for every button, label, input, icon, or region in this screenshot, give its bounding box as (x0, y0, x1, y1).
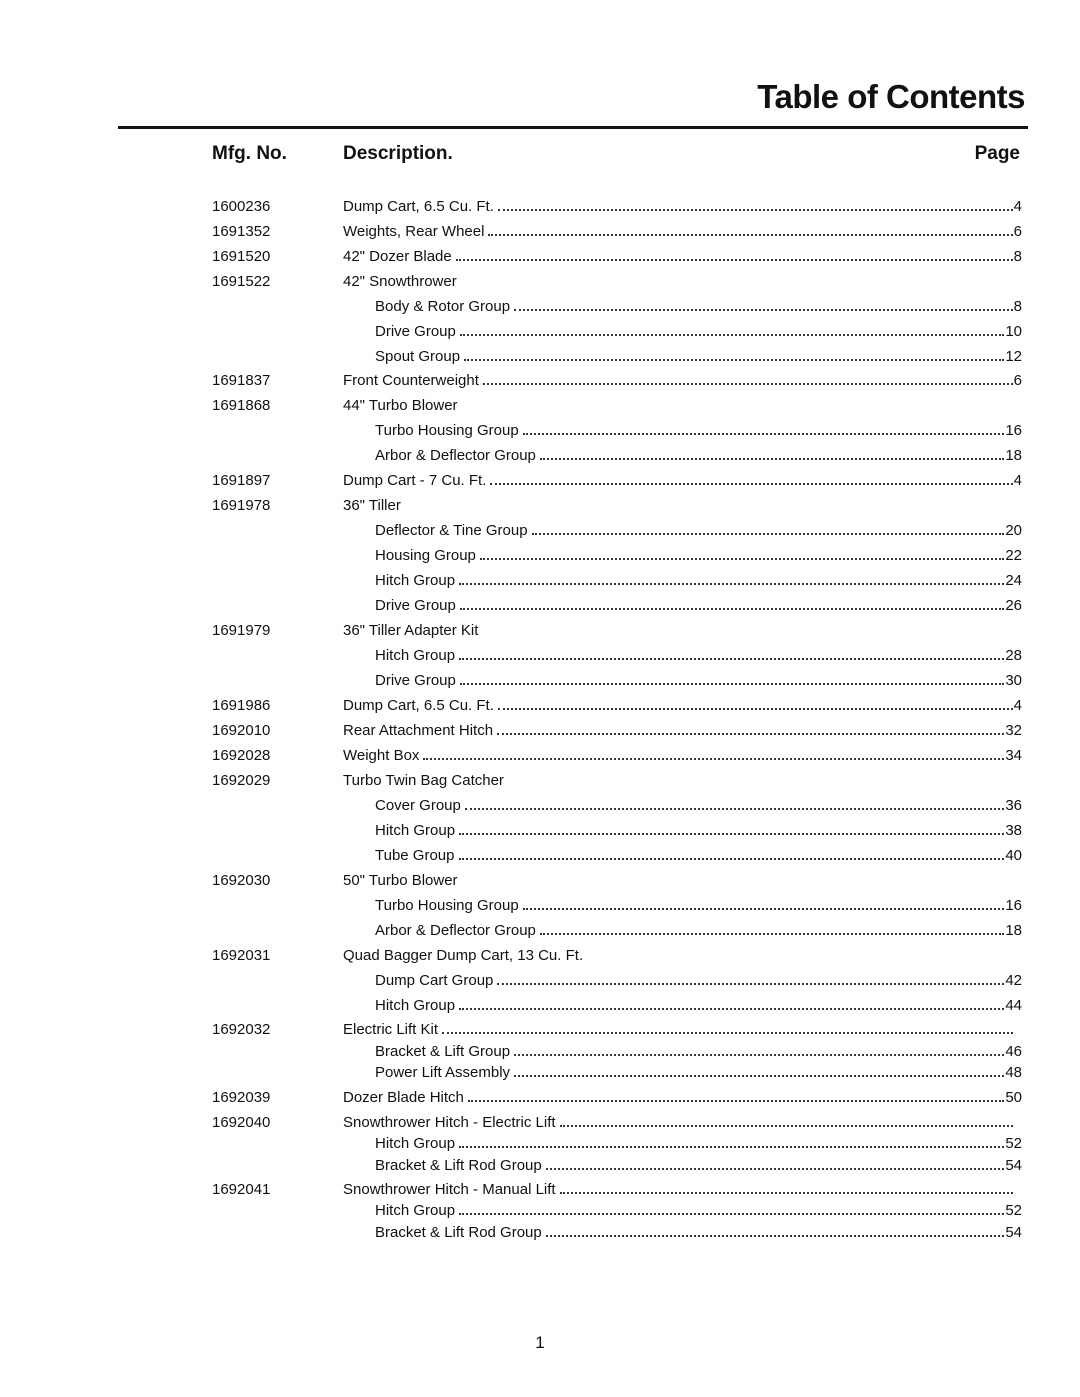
dot-leader (560, 1192, 1013, 1194)
toc-entry (0, 1042, 1080, 1062)
toc-entry (0, 197, 1080, 217)
toc-entry (0, 1020, 1080, 1040)
description-text: Dump Cart - 7 Cu. Ft. (343, 472, 487, 489)
description-text: Cover Group (375, 797, 461, 814)
description-text: Dump Cart Group (375, 972, 494, 989)
toc-entry (0, 821, 1080, 841)
toc-entry (0, 896, 1080, 916)
page-ref: 8 (1013, 298, 1022, 315)
toc-entry (0, 646, 1080, 666)
description-text: Dozer Blade Hitch (343, 1089, 464, 1106)
entry-description (375, 796, 1022, 816)
page-ref: 18 (1005, 922, 1022, 939)
dot-leader (532, 533, 1005, 535)
mfg-number: 1692031 (212, 947, 271, 964)
toc-entry (0, 846, 1080, 866)
description-text: Hitch Group (375, 1135, 456, 1152)
entry-description (375, 571, 1022, 591)
toc-entry (0, 521, 1080, 541)
description-text: Housing Group (375, 547, 476, 564)
entry-description (343, 721, 1022, 741)
page-ref: 8 (1013, 248, 1022, 265)
page-ref: 34 (1005, 747, 1022, 764)
entry-description (343, 946, 1022, 966)
entry-description (343, 621, 1022, 641)
dot-leader (459, 833, 1004, 835)
toc-entry (0, 996, 1080, 1016)
toc-entry (0, 371, 1080, 391)
entry-description (375, 521, 1022, 541)
toc-entry (0, 1113, 1080, 1133)
dot-leader (442, 1032, 1013, 1034)
page-ref: 26 (1005, 597, 1022, 614)
description-text: Turbo Twin Bag Catcher (343, 772, 504, 789)
description-text: 36" Tiller Adapter Kit (343, 622, 479, 639)
description-text: Drive Group (375, 672, 456, 689)
toc-entry (0, 1223, 1080, 1243)
header-description: Description. (343, 143, 453, 164)
description-text: Snowthrower Hitch - Electric Lift (343, 1114, 556, 1131)
page-ref: 42 (1005, 972, 1022, 989)
dot-leader (459, 583, 1004, 585)
mfg-number: 1692040 (212, 1114, 271, 1131)
page-ref: 16 (1005, 422, 1022, 439)
entry-description (375, 421, 1022, 441)
toc-entry (0, 421, 1080, 441)
entry-description (343, 197, 1022, 217)
toc-entry (0, 921, 1080, 941)
toc-entry (0, 596, 1080, 616)
description-text: Hitch Group (375, 1202, 456, 1219)
page-ref: 18 (1005, 447, 1022, 464)
description-text: 44" Turbo Blower (343, 397, 458, 414)
page-ref: 36 (1005, 797, 1022, 814)
dot-leader (460, 683, 1004, 685)
toc-entry (0, 571, 1080, 591)
page-ref: 54 (1005, 1157, 1022, 1174)
mfg-number: 1692030 (212, 872, 271, 889)
page-ref: 6 (1013, 372, 1022, 389)
description-text: Tube Group (375, 847, 455, 864)
description-text: Drive Group (375, 597, 456, 614)
toc-entry (0, 696, 1080, 716)
description-text: Rear Attachment Hitch (343, 722, 494, 739)
toc-entry (0, 471, 1080, 491)
entry-description (343, 222, 1022, 242)
description-text: Power Lift Assembly (375, 1064, 511, 1081)
toc-entry (0, 1134, 1080, 1154)
mfg-number: 1692041 (212, 1181, 271, 1198)
entry-description (343, 272, 1022, 292)
description-text: Bracket & Lift Group (375, 1043, 511, 1060)
description-text: Weights, Rear Wheel (343, 223, 485, 240)
mfg-number: 1692032 (212, 1021, 271, 1038)
entry-description (375, 1134, 1022, 1154)
mfg-number: 1691837 (212, 372, 271, 389)
dot-leader (498, 708, 1013, 710)
toc-entry (0, 796, 1080, 816)
dot-leader (540, 458, 1004, 460)
description-text: 36" Tiller (343, 497, 401, 514)
entry-description (375, 297, 1022, 317)
description-text: Bracket & Lift Rod Group (375, 1157, 542, 1174)
page-ref: 50 (1005, 1089, 1022, 1106)
mfg-number: 1692029 (212, 772, 271, 789)
entry-description (343, 696, 1022, 716)
toc-entry (0, 771, 1080, 791)
dot-leader (546, 1235, 1005, 1237)
entry-description (343, 746, 1022, 766)
entry-description (375, 846, 1022, 866)
dot-leader (498, 209, 1013, 211)
entry-description (375, 446, 1022, 466)
page-ref: 24 (1005, 572, 1022, 589)
page-ref: 4 (1013, 472, 1022, 489)
entry-description (375, 671, 1022, 691)
description-text: 50" Turbo Blower (343, 872, 458, 889)
description-text: Hitch Group (375, 822, 456, 839)
page-ref: 46 (1005, 1043, 1022, 1060)
toc-entry (0, 297, 1080, 317)
entry-description (343, 496, 1022, 516)
dot-leader (497, 733, 1004, 735)
entry-description (375, 1156, 1022, 1176)
mfg-number: 1691520 (212, 248, 271, 265)
entry-description (375, 921, 1022, 941)
dot-leader (523, 433, 1005, 435)
entry-description (375, 821, 1022, 841)
description-text: Weight Box (343, 747, 420, 764)
toc-entry (0, 1063, 1080, 1083)
entry-description (343, 1020, 1022, 1040)
description-text: 42" Snowthrower (343, 273, 457, 290)
dot-leader (514, 1054, 1004, 1056)
dot-leader (514, 1075, 1004, 1077)
description-text: Arbor & Deflector Group (375, 922, 536, 939)
description-text: Hitch Group (375, 647, 456, 664)
description-text: Snowthrower Hitch - Manual Lift (343, 1181, 556, 1198)
entry-description (343, 771, 1022, 791)
dot-leader (480, 558, 1004, 560)
page-ref: 4 (1013, 198, 1022, 215)
mfg-number: 1691979 (212, 622, 271, 639)
entry-description (375, 646, 1022, 666)
toc-entry (0, 1156, 1080, 1176)
toc-entry (0, 546, 1080, 566)
description-text: Electric Lift Kit (343, 1021, 439, 1038)
dot-leader (540, 933, 1004, 935)
header-mfg-no: Mfg. No. (212, 143, 287, 164)
page-ref: 28 (1005, 647, 1022, 664)
dot-leader (560, 1125, 1013, 1127)
entry-description (375, 322, 1022, 342)
page-ref: 54 (1005, 1224, 1022, 1241)
entry-description (375, 996, 1022, 1016)
description-text: Quad Bagger Dump Cart, 13 Cu. Ft. (343, 947, 584, 964)
entry-description (343, 371, 1022, 391)
page-ref: 38 (1005, 822, 1022, 839)
description-text: 42" Dozer Blade (343, 248, 452, 265)
entry-description (343, 396, 1022, 416)
description-text: Spout Group (375, 348, 461, 365)
entry-description (375, 347, 1022, 367)
entry-description (375, 1042, 1022, 1062)
dot-leader (459, 858, 1005, 860)
dot-leader (464, 359, 1004, 361)
page-ref: 6 (1013, 223, 1022, 240)
toc-entry (0, 1088, 1080, 1108)
description-text: Turbo Housing Group (375, 422, 519, 439)
page-ref: 16 (1005, 897, 1022, 914)
entry-description (375, 1201, 1022, 1221)
entry-description (343, 471, 1022, 491)
mfg-number: 1600236 (212, 198, 271, 215)
dot-leader (468, 1100, 1004, 1102)
entry-description (375, 1223, 1022, 1243)
toc-entry (0, 272, 1080, 292)
page-title: Table of Contents (757, 78, 1025, 115)
entry-description (343, 1113, 1022, 1133)
description-text: Hitch Group (375, 997, 456, 1014)
page-ref: 4 (1013, 697, 1022, 714)
page-number: 1 (535, 1333, 545, 1352)
page-ref: 20 (1005, 522, 1022, 539)
dot-leader (483, 383, 1013, 385)
toc-entry (0, 746, 1080, 766)
description-text: Deflector & Tine Group (375, 522, 528, 539)
toc-entry (0, 621, 1080, 641)
dot-leader (459, 1213, 1004, 1215)
page-ref: 40 (1005, 847, 1022, 864)
dot-leader (523, 908, 1005, 910)
entry-description (343, 871, 1022, 891)
toc-entry (0, 446, 1080, 466)
mfg-number: 1692028 (212, 747, 271, 764)
entry-description (343, 247, 1022, 267)
page-ref: 48 (1005, 1064, 1022, 1081)
mfg-number: 1691352 (212, 223, 271, 240)
toc-entry (0, 396, 1080, 416)
description-text: Drive Group (375, 323, 456, 340)
page-ref: 32 (1005, 722, 1022, 739)
page-ref: 30 (1005, 672, 1022, 689)
entry-description (375, 596, 1022, 616)
toc-entry (0, 222, 1080, 242)
description-text: Turbo Housing Group (375, 897, 519, 914)
dot-leader (460, 608, 1004, 610)
entry-description (343, 1180, 1022, 1200)
toc-entry (0, 1201, 1080, 1221)
dot-leader (497, 983, 1004, 985)
dot-leader (490, 483, 1012, 485)
dot-leader (488, 234, 1012, 236)
mfg-number: 1691986 (212, 697, 271, 714)
description-text: Hitch Group (375, 572, 456, 589)
entry-description (343, 1088, 1022, 1108)
dot-leader (423, 758, 1004, 760)
toc-entry (0, 347, 1080, 367)
dot-leader (460, 334, 1004, 336)
description-text: Front Counterweight (343, 372, 479, 389)
page-ref: 22 (1005, 547, 1022, 564)
mfg-number: 1692010 (212, 722, 271, 739)
dot-leader (465, 808, 1004, 810)
description-text: Dump Cart, 6.5 Cu. Ft. (343, 697, 494, 714)
entry-description (375, 971, 1022, 991)
dot-leader (459, 1146, 1004, 1148)
entry-description (375, 896, 1022, 916)
title-rule (118, 126, 1028, 129)
dot-leader (514, 309, 1013, 311)
page-ref: 44 (1005, 997, 1022, 1014)
toc-entry (0, 1180, 1080, 1200)
dot-leader (456, 259, 1013, 261)
header-page: Page (974, 143, 1020, 164)
toc-entry (0, 946, 1080, 966)
page-ref: 12 (1005, 348, 1022, 365)
dot-leader (459, 658, 1004, 660)
page-ref: 52 (1005, 1202, 1022, 1219)
toc-entry (0, 322, 1080, 342)
dot-leader (546, 1168, 1005, 1170)
mfg-number: 1691978 (212, 497, 271, 514)
toc-entry (0, 971, 1080, 991)
mfg-number: 1691868 (212, 397, 271, 414)
mfg-number: 1691897 (212, 472, 271, 489)
entry-description (375, 546, 1022, 566)
mfg-number: 1692039 (212, 1089, 271, 1106)
description-text: Bracket & Lift Rod Group (375, 1224, 542, 1241)
description-text: Arbor & Deflector Group (375, 447, 536, 464)
page-ref: 10 (1005, 323, 1022, 340)
toc-entry (0, 671, 1080, 691)
description-text: Dump Cart, 6.5 Cu. Ft. (343, 198, 494, 215)
mfg-number: 1691522 (212, 273, 271, 290)
toc-entry (0, 721, 1080, 741)
description-text: Body & Rotor Group (375, 298, 511, 315)
dot-leader (459, 1008, 1004, 1010)
page-ref: 52 (1005, 1135, 1022, 1152)
toc-entry (0, 496, 1080, 516)
toc-entry (0, 871, 1080, 891)
toc-entry (0, 247, 1080, 267)
entry-description (375, 1063, 1022, 1083)
